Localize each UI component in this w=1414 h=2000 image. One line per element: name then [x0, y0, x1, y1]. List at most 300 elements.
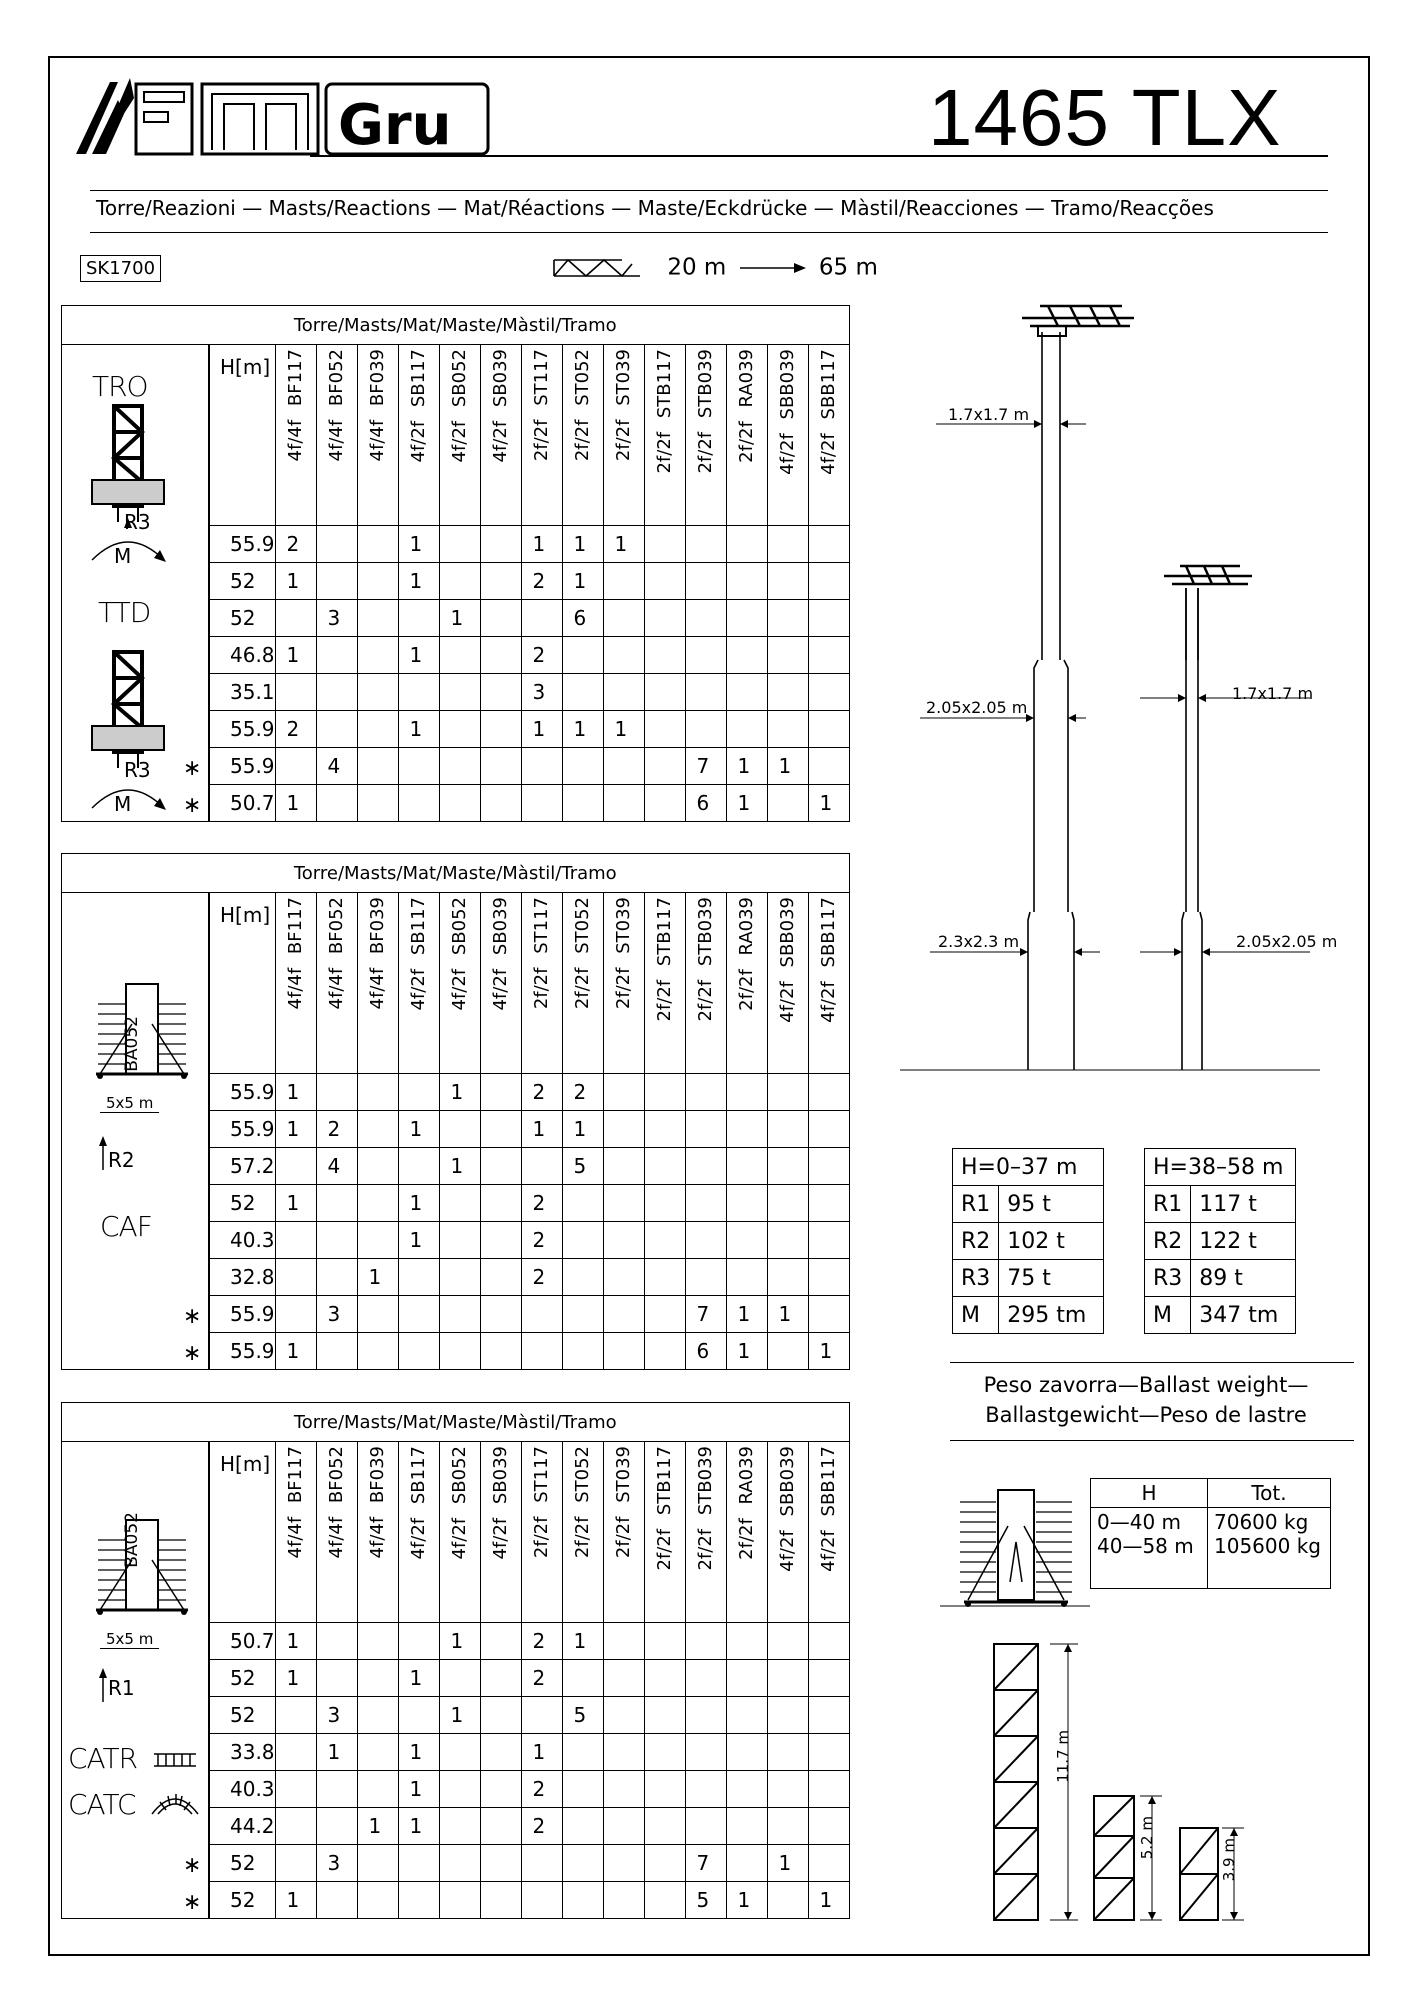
- count-cell: [767, 1259, 808, 1296]
- count-cell: [726, 1111, 767, 1148]
- ballast-title-line1: Peso zavorra—Ballast weight—: [983, 1373, 1309, 1397]
- count-cell: [398, 1296, 439, 1333]
- reaction-key: R1: [953, 1186, 999, 1223]
- count-cell: [316, 674, 357, 711]
- arrow-up-icon-a: [98, 1136, 108, 1170]
- header-rule: [310, 155, 1328, 157]
- count-cell: [316, 1259, 357, 1296]
- count-cell: [439, 1111, 480, 1148]
- count-cell: [767, 563, 808, 600]
- height-value: 52: [210, 1697, 276, 1734]
- count-cell: 1: [439, 600, 480, 637]
- count-cell: [439, 637, 480, 674]
- column-prefix: 2f/2f: [694, 431, 716, 474]
- count-cell: [439, 1845, 480, 1882]
- count-cell: [357, 637, 398, 674]
- count-cell: [603, 1185, 644, 1222]
- column-code: SB052: [448, 1446, 470, 1505]
- height-value: 40.3: [210, 1771, 276, 1808]
- m-label-b: M: [114, 792, 132, 816]
- count-cell: 1: [275, 785, 316, 822]
- count-cell: 1: [275, 1333, 316, 1370]
- dim-label-a: 5x5 m: [100, 1094, 159, 1113]
- count-cell: 1: [767, 1296, 808, 1333]
- count-cell: [685, 1222, 726, 1259]
- count-cell: [562, 785, 603, 822]
- column-code: STB039: [694, 349, 716, 419]
- count-cell: [685, 563, 726, 600]
- count-cell: 2: [521, 1660, 562, 1697]
- count-cell: [726, 637, 767, 674]
- column-header: [726, 1442, 767, 1623]
- column-prefix: 4f/4f: [366, 419, 388, 462]
- section-height-c: 3.9 m: [1220, 1838, 1238, 1882]
- count-cell: [439, 1771, 480, 1808]
- count-cell: [316, 637, 357, 674]
- count-cell: [644, 1660, 685, 1697]
- count-cell: [480, 711, 521, 748]
- column-prefix: 2f/2f: [571, 967, 593, 1010]
- count-cell: 2: [562, 1074, 603, 1111]
- count-cell: 1: [808, 1882, 849, 1919]
- table-caption: Torre/Masts/Mat/Maste/Màstil/Tramo: [62, 854, 850, 893]
- column-prefix: 2f/2f: [612, 1516, 634, 1559]
- count-cell: 1: [275, 1660, 316, 1697]
- count-cell: [726, 1845, 767, 1882]
- count-cell: [808, 1623, 849, 1660]
- arrow-up-icon-b: [98, 1668, 108, 1702]
- count-cell: [562, 748, 603, 785]
- column-code: SB039: [489, 349, 511, 408]
- count-cell: [439, 1333, 480, 1370]
- count-cell: [275, 1697, 316, 1734]
- height-value: 40.3: [210, 1222, 276, 1259]
- star-mark: ∗: [183, 1340, 202, 1366]
- count-cell: [316, 1771, 357, 1808]
- count-cell: 1: [275, 1074, 316, 1111]
- count-cell: [808, 1845, 849, 1882]
- count-cell: [480, 1185, 521, 1222]
- count-cell: [480, 1148, 521, 1185]
- count-cell: [521, 1882, 562, 1919]
- count-cell: [357, 1185, 398, 1222]
- count-cell: [644, 1111, 685, 1148]
- column-prefix: 2f/2f: [530, 419, 552, 462]
- count-cell: [480, 1111, 521, 1148]
- count-cell: [357, 1623, 398, 1660]
- reactions-table-1: [952, 1148, 1104, 1334]
- count-cell: [767, 711, 808, 748]
- column-header: [562, 1442, 603, 1623]
- count-cell: [521, 1845, 562, 1882]
- count-cell: 3: [316, 600, 357, 637]
- height-value: 50.7: [210, 1623, 276, 1660]
- count-cell: 1: [275, 1111, 316, 1148]
- column-prefix: 4f/4f: [366, 967, 388, 1010]
- reaction-key: R3: [953, 1260, 999, 1297]
- count-cell: 2: [316, 1111, 357, 1148]
- column-code: RA039: [735, 1446, 757, 1505]
- column-header: [767, 893, 808, 1074]
- column-prefix: 2f/2f: [735, 421, 757, 463]
- column-code: SB052: [448, 349, 470, 408]
- count-cell: [439, 1734, 480, 1771]
- column-code: ST039: [612, 1446, 634, 1503]
- column-code: BF052: [325, 1446, 347, 1504]
- count-cell: 1: [726, 748, 767, 785]
- count-cell: 1: [562, 1111, 603, 1148]
- height-value: 57.2: [210, 1148, 276, 1185]
- column-code: ST117: [530, 897, 552, 954]
- r3-label-a: R3: [124, 510, 151, 534]
- count-cell: [275, 748, 316, 785]
- count-cell: [603, 563, 644, 600]
- column-header: [685, 1442, 726, 1623]
- column-prefix: 4f/4f: [284, 967, 306, 1010]
- column-code: SBB039: [776, 349, 798, 420]
- count-cell: [562, 1808, 603, 1845]
- count-cell: 1: [275, 637, 316, 674]
- count-cell: [357, 1222, 398, 1259]
- count-cell: [521, 600, 562, 637]
- count-cell: [439, 1808, 480, 1845]
- column-code: RA039: [735, 349, 757, 408]
- count-cell: [357, 748, 398, 785]
- ttd-label: TTD: [98, 596, 151, 629]
- count-cell: 1: [439, 1623, 480, 1660]
- height-value: 52: [210, 1845, 276, 1882]
- count-cell: [726, 1623, 767, 1660]
- dim-tall-top: 1.7x1.7 m: [948, 405, 1030, 424]
- caf-base-icon: [92, 964, 192, 1084]
- ballast-weights: [1208, 1508, 1331, 1589]
- count-cell: [767, 1111, 808, 1148]
- count-cell: [603, 748, 644, 785]
- column-code: BF052: [325, 897, 347, 955]
- count-cell: [726, 600, 767, 637]
- reaction-value: 347 tm: [1191, 1297, 1296, 1334]
- column-header: [480, 345, 521, 526]
- column-code: SB039: [489, 897, 511, 956]
- table-caption: Torre/Masts/Mat/Maste/Màstil/Tramo: [62, 306, 850, 345]
- count-cell: [357, 1882, 398, 1919]
- reactions-title-2: H=38–58 m: [1145, 1149, 1296, 1186]
- count-cell: [603, 1771, 644, 1808]
- column-code: SBB117: [817, 1446, 839, 1517]
- count-cell: [562, 1845, 603, 1882]
- column-code: BF039: [366, 349, 388, 407]
- count-cell: [685, 1259, 726, 1296]
- count-cell: [808, 637, 849, 674]
- count-cell: [644, 1882, 685, 1919]
- ballast-base-icon: [940, 1482, 1090, 1612]
- count-cell: [644, 563, 685, 600]
- count-cell: [726, 563, 767, 600]
- column-prefix: 2f/2f: [653, 1528, 675, 1571]
- count-cell: [562, 1259, 603, 1296]
- count-cell: [808, 1259, 849, 1296]
- count-cell: [275, 674, 316, 711]
- height-value: 33.8: [210, 1734, 276, 1771]
- count-cell: 1: [398, 1734, 439, 1771]
- range-to: 65 m: [818, 254, 878, 281]
- count-cell: [726, 1771, 767, 1808]
- count-cell: [521, 785, 562, 822]
- column-header: [357, 345, 398, 526]
- count-cell: 6: [685, 785, 726, 822]
- count-cell: [275, 600, 316, 637]
- count-cell: [767, 785, 808, 822]
- column-header: [439, 345, 480, 526]
- reaction-value: 75 t: [999, 1260, 1104, 1297]
- count-cell: 1: [398, 1660, 439, 1697]
- column-code: SB052: [448, 897, 470, 956]
- count-cell: [480, 1074, 521, 1111]
- count-cell: [644, 1771, 685, 1808]
- dim-short-bot: 2.05x2.05 m: [1236, 932, 1338, 951]
- count-cell: 2: [275, 711, 316, 748]
- height-value: 44.2: [210, 1808, 276, 1845]
- count-cell: 1: [562, 711, 603, 748]
- count-cell: 1: [275, 563, 316, 600]
- column-code: SB117: [407, 349, 429, 408]
- column-prefix: 4f/2f: [776, 433, 798, 475]
- column-header: [439, 1442, 480, 1623]
- count-cell: [275, 1296, 316, 1333]
- count-cell: [275, 1771, 316, 1808]
- reaction-key: M: [1145, 1297, 1191, 1334]
- count-cell: [603, 1074, 644, 1111]
- count-cell: [644, 1845, 685, 1882]
- count-cell: [357, 1148, 398, 1185]
- ba052-label-a: BA052: [122, 1016, 142, 1072]
- count-cell: 7: [685, 748, 726, 785]
- count-cell: [603, 1697, 644, 1734]
- catr-label: CATR: [68, 1742, 138, 1775]
- count-cell: 5: [562, 1148, 603, 1185]
- count-cell: [808, 563, 849, 600]
- count-cell: [398, 1148, 439, 1185]
- count-cell: [316, 1882, 357, 1919]
- count-cell: 1: [767, 1845, 808, 1882]
- caf-label: CAF: [100, 1210, 152, 1243]
- reaction-value: 102 t: [999, 1223, 1104, 1260]
- count-cell: 2: [521, 1623, 562, 1660]
- height-value: 55.9: [210, 711, 276, 748]
- subtitle-rule-top: [90, 190, 1328, 191]
- column-header: [316, 893, 357, 1074]
- column-prefix: 4f/4f: [325, 419, 347, 462]
- column-prefix: 4f/2f: [817, 1530, 839, 1572]
- column-header: [275, 893, 316, 1074]
- column-prefix: 2f/2f: [571, 419, 593, 462]
- count-cell: [480, 748, 521, 785]
- count-cell: [603, 674, 644, 711]
- count-cell: [439, 1660, 480, 1697]
- reaction-key: R2: [1145, 1223, 1191, 1260]
- count-cell: [644, 1222, 685, 1259]
- count-cell: [480, 1660, 521, 1697]
- count-cell: [357, 1697, 398, 1734]
- count-cell: 1: [603, 526, 644, 563]
- count-cell: [562, 1660, 603, 1697]
- count-cell: [439, 563, 480, 600]
- count-cell: [726, 1222, 767, 1259]
- count-cell: [808, 1808, 849, 1845]
- count-cell: [398, 1623, 439, 1660]
- count-cell: [398, 1845, 439, 1882]
- count-cell: 1: [562, 1623, 603, 1660]
- count-cell: 1: [603, 711, 644, 748]
- section-height-b: 5.2 m: [1138, 1816, 1156, 1860]
- count-cell: 1: [357, 1808, 398, 1845]
- lattice-icon: [552, 258, 642, 278]
- ballast-weight: 105600 kg: [1214, 1534, 1321, 1558]
- count-cell: [398, 1697, 439, 1734]
- count-cell: [767, 1734, 808, 1771]
- count-cell: [767, 600, 808, 637]
- count-cell: 5: [562, 1697, 603, 1734]
- rail-icon: [154, 1752, 196, 1768]
- count-cell: 1: [808, 1333, 849, 1370]
- count-cell: [685, 600, 726, 637]
- column-code: SB039: [489, 1446, 511, 1505]
- column-code: STB117: [653, 897, 675, 967]
- column-prefix: 4f/2f: [817, 981, 839, 1023]
- count-cell: [808, 711, 849, 748]
- count-cell: [357, 1074, 398, 1111]
- count-cell: 1: [398, 1808, 439, 1845]
- count-cell: 1: [398, 1185, 439, 1222]
- count-cell: [767, 1333, 808, 1370]
- column-header: [726, 893, 767, 1074]
- count-cell: [439, 1882, 480, 1919]
- table-caption: Torre/Masts/Mat/Maste/Màstil/Tramo: [62, 1403, 850, 1442]
- count-cell: [726, 674, 767, 711]
- column-code: SBB039: [776, 897, 798, 968]
- count-cell: [480, 637, 521, 674]
- count-cell: 1: [357, 1259, 398, 1296]
- count-cell: [275, 1222, 316, 1259]
- column-code: SBB117: [817, 897, 839, 968]
- count-cell: 6: [562, 600, 603, 637]
- count-cell: 3: [316, 1845, 357, 1882]
- count-cell: [726, 1148, 767, 1185]
- column-code: BF039: [366, 1446, 388, 1504]
- ba052-label-b: BA052: [122, 1512, 142, 1568]
- count-cell: [439, 711, 480, 748]
- column-prefix: 2f/2f: [694, 1528, 716, 1571]
- count-cell: [767, 1697, 808, 1734]
- count-cell: [644, 600, 685, 637]
- column-header: [357, 893, 398, 1074]
- column-code: BF117: [284, 897, 306, 955]
- count-cell: 3: [521, 674, 562, 711]
- reaction-key: M: [953, 1297, 999, 1334]
- count-cell: [357, 1111, 398, 1148]
- height-value: 52: [210, 563, 276, 600]
- h-label: H[m]: [210, 1442, 276, 1623]
- count-cell: 3: [316, 1697, 357, 1734]
- count-cell: 1: [439, 1074, 480, 1111]
- count-cell: 1: [398, 526, 439, 563]
- column-header: [398, 1442, 439, 1623]
- dim-short-top: 1.7x1.7 m: [1232, 684, 1314, 703]
- column-header: [808, 893, 849, 1074]
- count-cell: 1: [767, 748, 808, 785]
- count-cell: [398, 1074, 439, 1111]
- count-cell: [767, 1623, 808, 1660]
- count-cell: [644, 1808, 685, 1845]
- count-cell: [316, 526, 357, 563]
- count-cell: [644, 748, 685, 785]
- star-mark: ∗: [183, 1889, 202, 1915]
- range-from: 20 m: [667, 254, 727, 281]
- count-cell: [439, 1222, 480, 1259]
- count-cell: 2: [521, 1222, 562, 1259]
- ballast-rule-top: [950, 1362, 1354, 1363]
- count-cell: [808, 748, 849, 785]
- column-header: [685, 893, 726, 1074]
- column-prefix: 4f/4f: [325, 967, 347, 1010]
- column-prefix: 4f/4f: [284, 419, 306, 462]
- count-cell: [357, 711, 398, 748]
- count-cell: 7: [685, 1845, 726, 1882]
- count-cell: [685, 1148, 726, 1185]
- count-cell: [685, 674, 726, 711]
- count-cell: [562, 1222, 603, 1259]
- count-cell: 1: [398, 1111, 439, 1148]
- count-cell: [562, 1185, 603, 1222]
- column-prefix: 2f/2f: [694, 979, 716, 1022]
- count-cell: [480, 1222, 521, 1259]
- count-cell: [808, 526, 849, 563]
- count-cell: [808, 1185, 849, 1222]
- height-range: [552, 254, 878, 281]
- count-cell: 1: [521, 1111, 562, 1148]
- reaction-value: 89 t: [1191, 1260, 1296, 1297]
- brand-text: Gru: [338, 93, 452, 158]
- count-cell: [480, 1882, 521, 1919]
- count-cell: 2: [521, 563, 562, 600]
- subtitle-rule-bottom: [90, 232, 1328, 233]
- column-code: BF117: [284, 1446, 306, 1504]
- count-cell: [603, 637, 644, 674]
- curved-rail-icon: [150, 1790, 200, 1816]
- count-cell: [767, 674, 808, 711]
- count-cell: [685, 1808, 726, 1845]
- column-header: [275, 345, 316, 526]
- count-cell: [562, 1734, 603, 1771]
- count-cell: [603, 1808, 644, 1845]
- count-cell: [357, 1771, 398, 1808]
- count-cell: [685, 526, 726, 563]
- column-prefix: 4f/4f: [284, 1516, 306, 1559]
- column-header: [562, 893, 603, 1074]
- count-cell: [398, 785, 439, 822]
- ballast-weight: 70600 kg: [1214, 1510, 1309, 1534]
- column-header: [644, 893, 685, 1074]
- column-header: [808, 345, 849, 526]
- column-code: SBB039: [776, 1446, 798, 1517]
- count-cell: [275, 1808, 316, 1845]
- count-cell: [767, 1771, 808, 1808]
- column-prefix: 4f/2f: [407, 420, 429, 463]
- count-cell: [644, 1734, 685, 1771]
- count-cell: [808, 1111, 849, 1148]
- count-cell: [357, 1333, 398, 1370]
- count-cell: [726, 1660, 767, 1697]
